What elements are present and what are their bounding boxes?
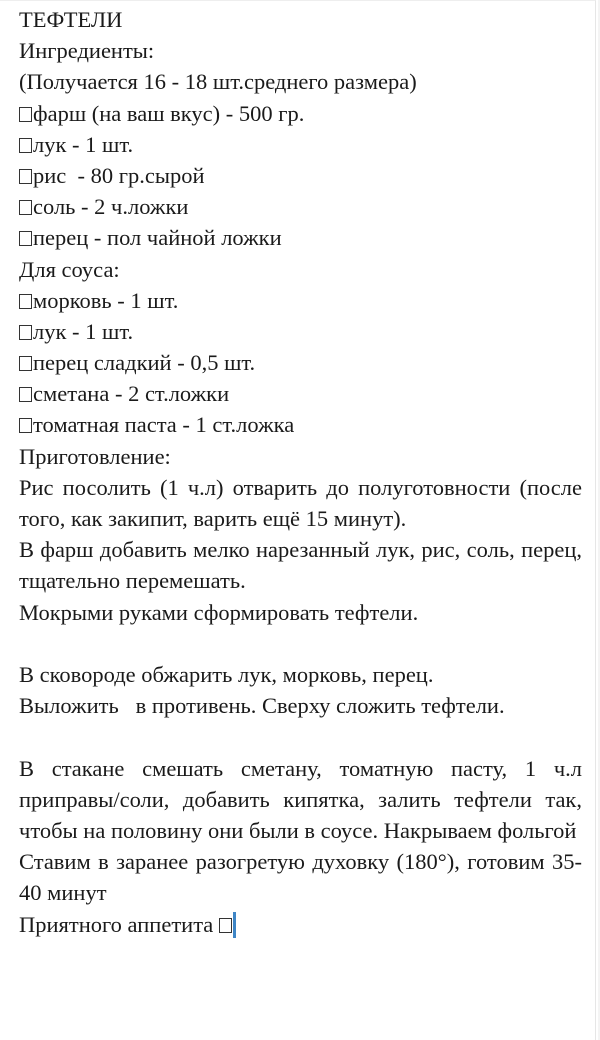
empty-checkbox-icon xyxy=(19,138,32,153)
ingredient-text: соль - 2 ч.ложки xyxy=(33,194,189,220)
empty-paragraph xyxy=(19,721,582,752)
recipe-title: ТЕФТЕЛИ xyxy=(19,7,123,32)
ingredient-text: лук - 1 шт. xyxy=(33,131,134,157)
sauce-ingredient-text: томатная паста - 1 ст.ложка xyxy=(33,412,295,438)
step-paragraph: Выложить в противень. Сверху сложить тефтели. xyxy=(19,693,505,719)
ingredient-item xyxy=(19,222,582,253)
ingredient-item xyxy=(19,98,582,129)
text-cursor-icon xyxy=(233,912,236,938)
ingredient-item xyxy=(19,160,582,191)
ingredients-heading: Ингредиенты: xyxy=(19,38,155,64)
empty-checkbox-icon xyxy=(19,387,32,402)
ingredient-text: перец - пол чайной ложки xyxy=(33,225,282,251)
sauce-ingredient-text: перец сладкий - 0,5 шт. xyxy=(33,350,256,376)
closing-text: Приятного аппетита xyxy=(19,911,219,937)
empty-checkbox-icon xyxy=(19,231,32,246)
empty-paragraph xyxy=(19,628,582,659)
ingredient-text: фарш (на ваш вкус) - 500 гр. xyxy=(33,100,305,126)
empty-checkbox-icon xyxy=(19,294,32,309)
preparation-heading: Приготовление: xyxy=(19,443,171,469)
yield-note: (Получается 16 - 18 шт.среднего размера) xyxy=(19,69,417,95)
sauce-ingredient-item xyxy=(19,316,582,347)
empty-checkbox-icon xyxy=(19,169,32,184)
step-paragraph: Рис посолить (1 ч.л) отварить до полуготовности (после того, как закипит, варить ещё 15 минут). xyxy=(19,474,582,532)
sauce-heading: Для соуса: xyxy=(19,256,120,282)
sauce-ingredient-text: сметана - 2 ст.ложки xyxy=(33,381,230,407)
step-paragraph: В сковороде обжарить лук, морковь, перец. xyxy=(19,662,434,688)
ingredient-text: рис - 80 гр.сырой xyxy=(33,162,205,188)
ingredient-item xyxy=(19,191,582,222)
sauce-ingredient-item xyxy=(19,347,582,378)
document-body[interactable] xyxy=(19,4,582,940)
sauce-ingredient-item xyxy=(19,378,582,409)
empty-checkbox-icon xyxy=(19,418,32,433)
step-paragraph: В стакане смешать сметану, томатную пасту, 1 ч.л приправы/соли, добавить кипятка, залить тефтели так, чтобы на половину они были в соусе. Накрываем фольгой xyxy=(19,755,582,844)
empty-checkbox-icon xyxy=(19,325,32,340)
sauce-ingredient-item xyxy=(19,285,582,316)
sauce-ingredient-item xyxy=(19,409,582,440)
empty-checkbox-icon xyxy=(19,200,32,215)
empty-checkbox-icon xyxy=(19,356,32,371)
empty-checkbox-icon xyxy=(19,107,32,122)
step-paragraph: Мокрыми руками сформировать тефтели. xyxy=(19,599,419,625)
ingredient-item xyxy=(19,129,582,160)
empty-checkbox-icon xyxy=(219,918,232,933)
step-paragraph: В фарш добавить мелко нарезанный лук, рис, соль, перец, тщательно перемешать. xyxy=(19,537,582,594)
sauce-ingredient-text: лук - 1 шт. xyxy=(33,318,134,344)
step-paragraph: Ставим в заранее разогретую духовку (180°), готовим 35-40 минут xyxy=(19,849,582,906)
closing-line xyxy=(19,909,582,940)
sauce-ingredient-text: морковь - 1 шт. xyxy=(33,287,179,313)
